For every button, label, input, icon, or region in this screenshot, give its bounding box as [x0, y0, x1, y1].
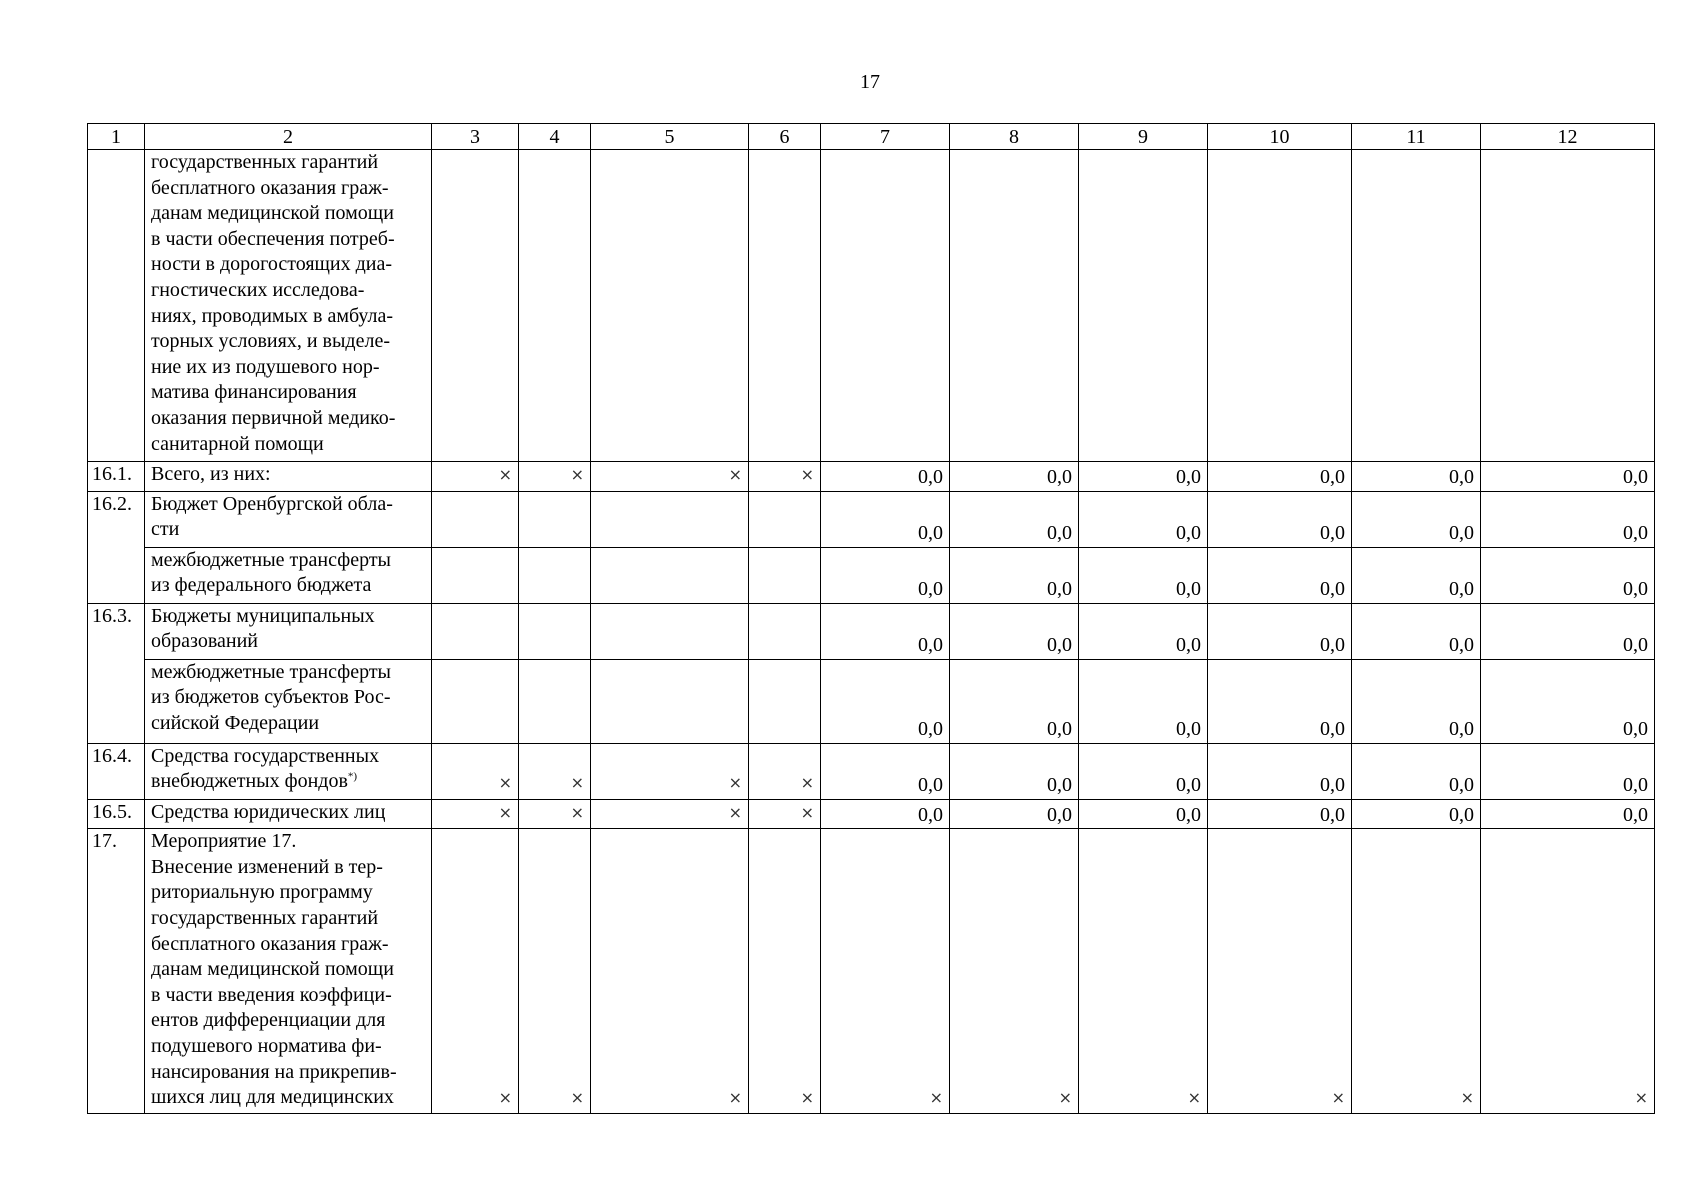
empty-cell: [432, 547, 519, 603]
value-cell: 0,0: [1481, 462, 1655, 492]
value-cell: 0,0: [1352, 743, 1481, 799]
description-text: межбюджетные трансферты из бюджетов субъектов Рос- сийской Федерации: [151, 660, 391, 734]
empty-cell: [749, 547, 821, 603]
empty-cell: [432, 491, 519, 547]
empty-cell: [519, 150, 591, 462]
row-description: [145, 659, 432, 743]
cross-mark: ×: [519, 743, 591, 799]
cross-mark: ×: [749, 799, 821, 829]
value-cell: 0,0: [950, 743, 1079, 799]
description-text: Бюджет Оренбургской обла- сти: [151, 492, 393, 541]
value-cell: 0,0: [1208, 491, 1352, 547]
value-cell: 0,0: [1352, 659, 1481, 743]
empty-cell: [749, 491, 821, 547]
value-cell: 0,0: [1079, 603, 1208, 659]
value-cell: 0,0: [950, 659, 1079, 743]
empty-cell: [591, 150, 749, 462]
empty-cell: [591, 659, 749, 743]
description-text: Бюджеты муниципальных образований: [151, 604, 375, 653]
empty-cell: [1481, 150, 1655, 462]
empty-cell: [519, 491, 591, 547]
value-cell: 0,0: [1079, 462, 1208, 492]
column-header: 12: [1481, 124, 1655, 150]
value-cell: 0,0: [950, 799, 1079, 829]
description-text: Мероприятие 17. Внесение изменений в тер- риториальную программу государственных гарантий бесплатного оказания граж- данам медицинской помощи в части введения коэффици- ентов дифференциации для подушевого норматива фи- нансирования на прикрепив- шихся лиц для медицинских: [151, 830, 397, 1109]
value-cell: 0,0: [950, 491, 1079, 547]
cross-mark: ×: [591, 829, 749, 1114]
cross-mark: ×: [519, 829, 591, 1114]
column-header: 4: [519, 124, 591, 150]
value-cell: 0,0: [1481, 743, 1655, 799]
value-cell: 0,0: [950, 603, 1079, 659]
row-number: 16.5.: [88, 799, 145, 829]
empty-cell: [591, 547, 749, 603]
footnote-mark: *): [347, 770, 358, 783]
value-cell: 0,0: [821, 603, 950, 659]
value-cell: 0,0: [1208, 743, 1352, 799]
empty-cell: [432, 659, 519, 743]
empty-cell: [591, 491, 749, 547]
cross-mark: ×: [749, 829, 821, 1114]
empty-cell: [432, 150, 519, 462]
value-cell: 0,0: [821, 547, 950, 603]
empty-cell: [519, 603, 591, 659]
table-row: [88, 603, 1655, 659]
value-cell: 0,0: [1079, 547, 1208, 603]
row-number: 16.1.: [88, 462, 145, 492]
value-cell: 0,0: [1208, 603, 1352, 659]
cross-mark: ×: [432, 829, 519, 1114]
empty-cell: [749, 603, 821, 659]
cross-mark: ×: [749, 462, 821, 492]
value-cell: 0,0: [1079, 743, 1208, 799]
row-description: Средства юридических лиц: [145, 799, 432, 829]
row-description: [145, 150, 432, 462]
table-row: [88, 547, 1655, 603]
column-header: 3: [432, 124, 519, 150]
empty-cell: [821, 150, 950, 462]
table-row: [88, 150, 1655, 462]
program-activities-table: [87, 123, 1655, 1114]
value-cell: 0,0: [1481, 659, 1655, 743]
cross-mark: ×: [591, 462, 749, 492]
value-cell: 0,0: [1352, 603, 1481, 659]
cross-mark: ×: [432, 743, 519, 799]
value-cell: 0,0: [1352, 547, 1481, 603]
value-cell: 0,0: [950, 462, 1079, 492]
value-cell: 0,0: [1352, 491, 1481, 547]
description-text: межбюджетные трансферты из федерального бюджета: [151, 548, 391, 597]
table-row: [88, 829, 1655, 1114]
value-cell: 0,0: [1208, 462, 1352, 492]
row-number-cell: [88, 150, 145, 462]
value-cell: 0,0: [1481, 799, 1655, 829]
cross-mark: ×: [591, 743, 749, 799]
table-row: [88, 462, 1655, 492]
row-number: 16.4.: [88, 743, 145, 799]
column-header: 9: [1079, 124, 1208, 150]
table-row: [88, 659, 1655, 743]
table-row: [88, 799, 1655, 829]
empty-cell: [591, 603, 749, 659]
cross-mark: ×: [950, 829, 1079, 1114]
column-header: 2: [145, 124, 432, 150]
row-description: [145, 491, 432, 547]
empty-cell: [1208, 150, 1352, 462]
value-cell: 0,0: [1481, 603, 1655, 659]
cross-mark: ×: [432, 799, 519, 829]
column-header: 11: [1352, 124, 1481, 150]
column-header: 6: [749, 124, 821, 150]
value-cell: 0,0: [821, 491, 950, 547]
row-description: Всего, из них:: [145, 462, 432, 492]
table-row: [88, 743, 1655, 799]
value-cell: 0,0: [1352, 799, 1481, 829]
empty-cell: [950, 150, 1079, 462]
value-cell: 0,0: [1352, 462, 1481, 492]
column-header: 7: [821, 124, 950, 150]
cross-mark: ×: [432, 462, 519, 492]
value-cell: 0,0: [950, 547, 1079, 603]
value-cell: 0,0: [1208, 659, 1352, 743]
empty-cell: [749, 659, 821, 743]
value-cell: 0,0: [1079, 659, 1208, 743]
cross-mark: ×: [519, 799, 591, 829]
cross-mark: ×: [749, 743, 821, 799]
empty-cell: [519, 547, 591, 603]
row-number: 17.: [88, 829, 145, 1114]
value-cell: 0,0: [821, 462, 950, 492]
empty-cell: [749, 150, 821, 462]
description-main: Средства государственных внебюджетных фондов: [151, 744, 380, 793]
cross-mark: ×: [591, 799, 749, 829]
value-cell: 0,0: [1208, 799, 1352, 829]
row-number: 16.2.: [88, 491, 145, 603]
empty-cell: [1079, 150, 1208, 462]
cross-mark: ×: [821, 829, 950, 1114]
value-cell: 0,0: [1079, 491, 1208, 547]
table-row: [88, 491, 1655, 547]
cross-mark: ×: [1079, 829, 1208, 1114]
column-header: 1: [88, 124, 145, 150]
value-cell: 0,0: [821, 799, 950, 829]
cross-mark: ×: [519, 462, 591, 492]
column-header: 10: [1208, 124, 1352, 150]
value-cell: 0,0: [1208, 547, 1352, 603]
value-cell: 0,0: [1481, 491, 1655, 547]
empty-cell: [432, 603, 519, 659]
empty-cell: [1352, 150, 1481, 462]
empty-cell: [519, 659, 591, 743]
row-description: [145, 547, 432, 603]
row-description: [145, 829, 432, 1114]
table-header-row: [88, 124, 1655, 150]
page-number: 17: [860, 71, 880, 93]
row-description: [145, 743, 432, 799]
description-text: государственных гарантий бесплатного оказания граж- данам медицинской помощи в части обеспечения потреб- ности в дорогостоящих диа- гностических исследова- ниях, проводимых в амбула- торных условиях, и выделе- ние их из подушевого нор- матива финансирования оказания первичной медико- санитарной помощи: [151, 151, 396, 455]
column-header: 8: [950, 124, 1079, 150]
value-cell: 0,0: [821, 743, 950, 799]
cross-mark: ×: [1352, 829, 1481, 1114]
value-cell: 0,0: [821, 659, 950, 743]
value-cell: 0,0: [1481, 547, 1655, 603]
cross-mark: ×: [1208, 829, 1352, 1114]
description-text: [151, 744, 425, 795]
cross-mark: ×: [1481, 829, 1655, 1114]
row-description: [145, 603, 432, 659]
column-header: 5: [591, 124, 749, 150]
row-number: 16.3.: [88, 603, 145, 743]
value-cell: 0,0: [1079, 799, 1208, 829]
